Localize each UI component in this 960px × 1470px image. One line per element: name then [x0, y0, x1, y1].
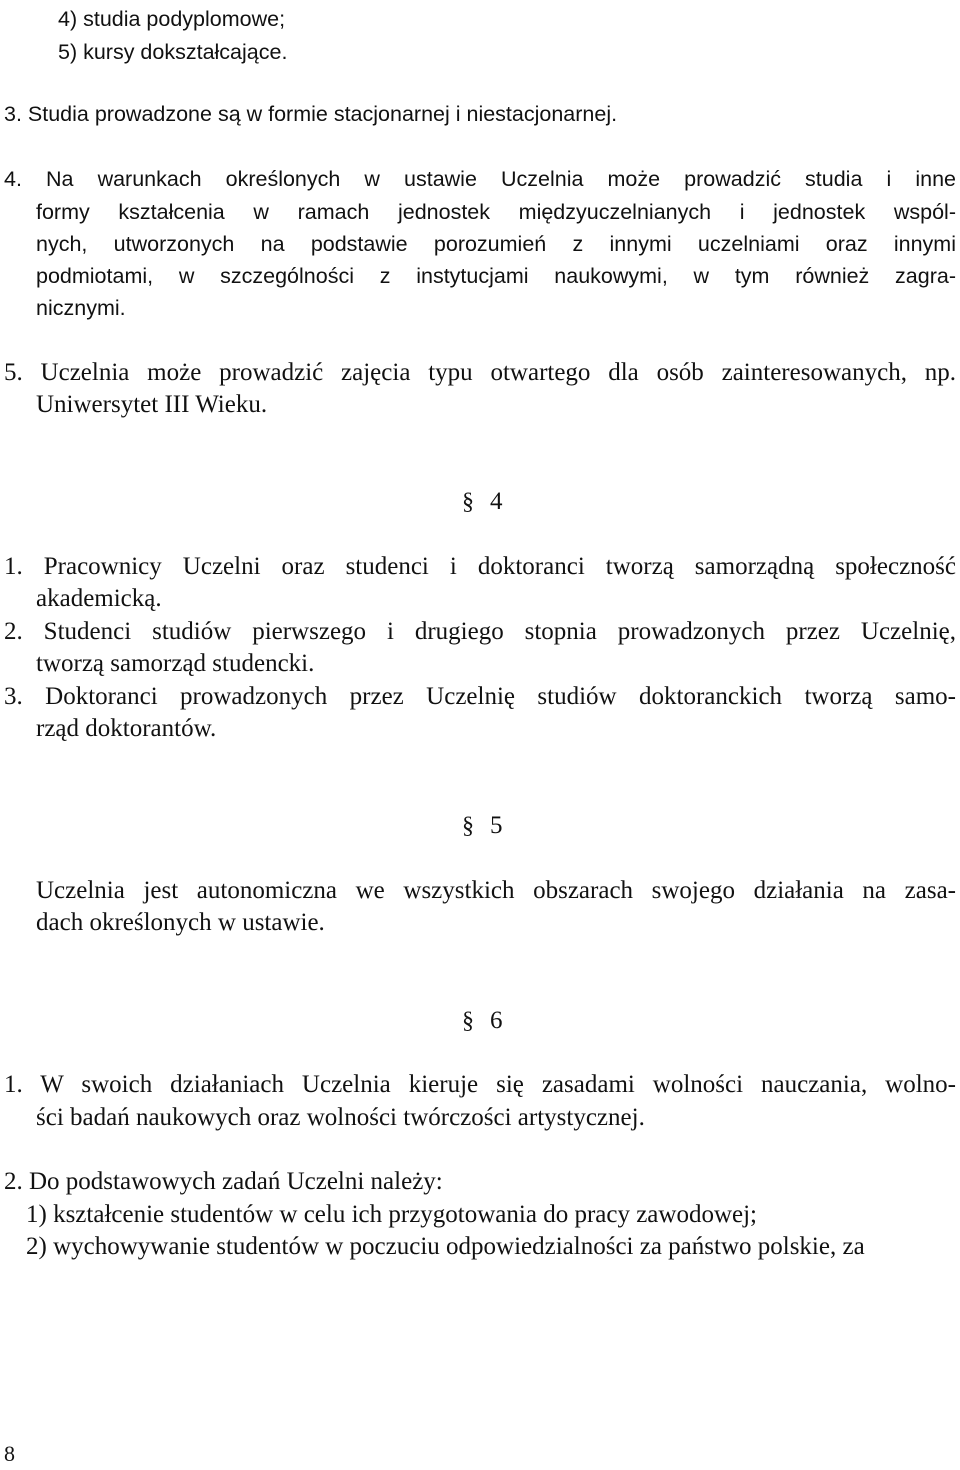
section-4-point-3-line-2: rząd doktorantów.	[36, 715, 217, 742]
section-4-point-2-line-2: tworzą samorząd studencki.	[36, 650, 315, 677]
section-5-line-2: dach określonych w ustawie.	[36, 909, 325, 936]
paragraph-5-line-2: Uniwersytet III Wieku.	[36, 391, 268, 418]
section-6-point-1-line-1: 1. W swoich działaniach Uczelnia kieruje się zasadami wolności nauczania, wolno-	[4, 1071, 956, 1098]
section-sign: §	[462, 813, 474, 839]
section-5-heading	[462, 810, 503, 842]
section-4-point-3-line-1: 3. Doktoranci prowadzonych przez Uczelnię studiów doktoranckich tworzą samo-	[4, 683, 956, 710]
list-item-4: 4) studia podyplomowe;	[58, 7, 286, 31]
section-4-heading	[462, 486, 503, 518]
paragraph-4-line-1: 4. Na warunkach określonych w ustawie Uczelnia może prowadzić studia i inne	[4, 167, 956, 191]
section-4-point-2-line-1: 2. Studenci studiów pierwszego i drugiego stopnia prowadzonych przez Uczelnię,	[4, 618, 956, 645]
paragraph-3: 3. Studia prowadzone są w formie stacjonarnej i niestacjonarnej.	[4, 102, 618, 126]
section-4-point-1-line-1: 1. Pracownicy Uczelni oraz studenci i doktoranci tworzą samorządną społeczność	[4, 553, 956, 580]
paragraph-4-line-4: podmiotami, w szczególności z instytucjami naukowymi, w tym również zagra-	[36, 264, 956, 288]
section-6-point-1-line-2: ści badań naukowych oraz wolności twórczości artystycznej.	[36, 1104, 645, 1131]
paragraph-4-line-2: formy kształcenia w ramach jednostek międzyuczelnianych i jednostek wspól-	[36, 200, 956, 224]
section-6-list-item-2: 2) wychowywanie studentów w poczuciu odpowiedzialności za państwo polskie, za	[26, 1233, 865, 1260]
section-5-line-1: Uczelnia jest autonomiczna we wszystkich obszarach swojego działania na zasa-	[36, 877, 956, 904]
section-number: 5	[490, 812, 503, 839]
section-sign: §	[462, 1008, 474, 1034]
section-number: 4	[490, 488, 503, 515]
paragraph-5-line-1: 5. Uczelnia może prowadzić zajęcia typu otwartego dla osób zainteresowanych, np.	[4, 359, 956, 386]
section-6-list-item-1: 1) kształcenie studentów w celu ich przygotowania do pracy zawodowej;	[26, 1201, 757, 1228]
page-number: 8	[4, 1441, 15, 1466]
section-6-heading	[462, 1005, 503, 1037]
paragraph-4-line-5: nicznymi.	[36, 296, 126, 320]
list-item-5: 5) kursy dokształcające.	[58, 40, 288, 64]
section-sign: §	[462, 489, 474, 515]
section-6-point-2-line-1: 2. Do podstawowych zadań Uczelni należy:	[4, 1168, 443, 1195]
section-4-point-1-line-2: akademicką.	[36, 585, 162, 612]
paragraph-4-line-3: nych, utworzonych na podstawie porozumień z innymi uczelniami oraz innymi	[36, 232, 956, 256]
section-number: 6	[490, 1007, 503, 1034]
